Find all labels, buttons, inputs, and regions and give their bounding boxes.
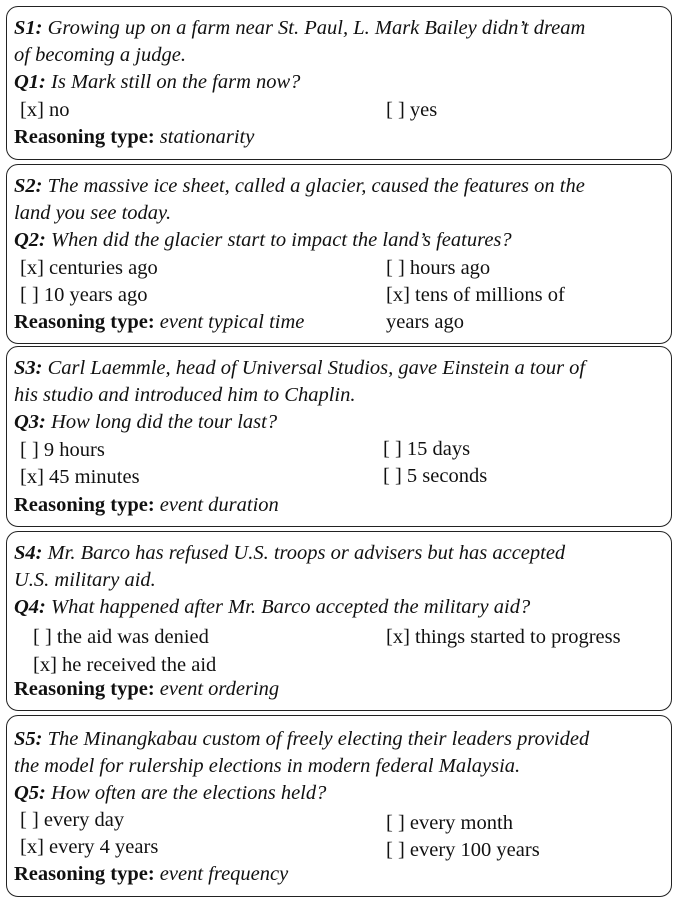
reasoning-type-value: stationarity: [159, 126, 255, 148]
reasoning-type-label: Reasoning type:: [14, 311, 155, 333]
question-line: [14, 227, 512, 253]
reasoning-type-label: Reasoning type:: [14, 863, 155, 885]
question-text: What happened after Mr. Barco accepted the military aid?: [51, 596, 531, 618]
reasoning-type-value: event typical time: [159, 311, 305, 333]
answer-option: [x] things started to progress: [386, 626, 621, 648]
answer-option: [x] tens of millions of: [386, 284, 565, 306]
reasoning-type-line: [14, 309, 304, 335]
reasoning-type-value: event ordering: [159, 678, 280, 700]
question-text: How long did the tour last?: [51, 411, 278, 433]
question-line: [14, 780, 326, 806]
sentence-tag: S2:: [14, 175, 43, 197]
question-tag: Q4:: [14, 596, 46, 618]
question-line: [14, 69, 300, 95]
question-line: [14, 594, 530, 620]
sentence-text: Growing up on a farm near St. Paul, L. Mark Bailey didn’t dream: [47, 17, 586, 39]
reasoning-type-label: Reasoning type:: [14, 126, 155, 148]
reasoning-type-line: [14, 492, 279, 518]
answer-option: [ ] 10 years ago: [20, 284, 148, 306]
answer-option: [x] no: [20, 99, 70, 121]
answer-option: [ ] hours ago: [386, 257, 491, 279]
question-tag: Q2:: [14, 229, 46, 251]
question-tag: Q5:: [14, 782, 46, 804]
answer-option: [ ] every month: [386, 812, 513, 834]
sentence-text: The Minangkabau custom of freely electing their leaders provided: [47, 728, 590, 750]
question-text: How often are the elections held?: [51, 782, 327, 804]
answer-option: [ ] every 100 years: [386, 839, 540, 861]
sentence-line-1: [14, 173, 585, 199]
answer-option: [ ] 9 hours: [20, 439, 105, 461]
reasoning-type-value: event duration: [159, 494, 279, 516]
sentence-line-1: [14, 15, 585, 41]
question-tag: Q1:: [14, 71, 46, 93]
sentence-line-1: [14, 540, 565, 566]
sentence-text: Carl Laemmle, head of Universal Studios, gave Einstein a tour of: [47, 357, 586, 379]
sentence-line-2: his studio and introduced him to Chaplin.: [14, 384, 356, 406]
question-tag: Q3:: [14, 411, 46, 433]
answer-option: [x] 45 minutes: [20, 466, 140, 488]
question-text: When did the glacier start to impact the land’s features?: [51, 229, 512, 251]
reasoning-type-line: [14, 676, 279, 702]
sentence-line-1: [14, 726, 589, 752]
question-text: Is Mark still on the farm now?: [51, 71, 301, 93]
answer-option: [x] he received the aid: [33, 654, 217, 676]
reasoning-type-label: Reasoning type:: [14, 678, 155, 700]
sentence-text: The massive ice sheet, called a glacier, caused the features on the: [47, 175, 585, 197]
answer-option-continued: years ago: [386, 311, 464, 333]
sentence-text: Mr. Barco has refused U.S. troops or advisers but has accepted: [47, 542, 566, 564]
sentence-tag: S1:: [14, 17, 43, 39]
answer-option: [ ] yes: [386, 99, 438, 121]
answer-option: [ ] 5 seconds: [383, 465, 488, 487]
question-line: [14, 409, 277, 435]
sentence-tag: S4:: [14, 542, 43, 564]
reasoning-type-label: Reasoning type:: [14, 494, 155, 516]
answer-option: [ ] the aid was denied: [33, 626, 209, 648]
sentence-line-2: of becoming a judge.: [14, 44, 186, 66]
sentence-line-2: the model for rulership elections in modern federal Malaysia.: [14, 755, 521, 777]
sentence-line-2: U.S. military aid.: [14, 569, 156, 591]
answer-option: [ ] every day: [20, 809, 125, 831]
sentence-line-1: [14, 355, 585, 381]
answer-option: [x] centuries ago: [20, 257, 158, 279]
reasoning-type-line: [14, 861, 288, 887]
reasoning-type-line: [14, 124, 254, 150]
answer-option: [ ] 15 days: [383, 438, 471, 460]
answer-option: [x] every 4 years: [20, 836, 159, 858]
sentence-line-2: land you see today.: [14, 202, 172, 224]
sentence-tag: S5:: [14, 728, 43, 750]
reasoning-type-value: event frequency: [159, 863, 289, 885]
sentence-tag: S3:: [14, 357, 43, 379]
